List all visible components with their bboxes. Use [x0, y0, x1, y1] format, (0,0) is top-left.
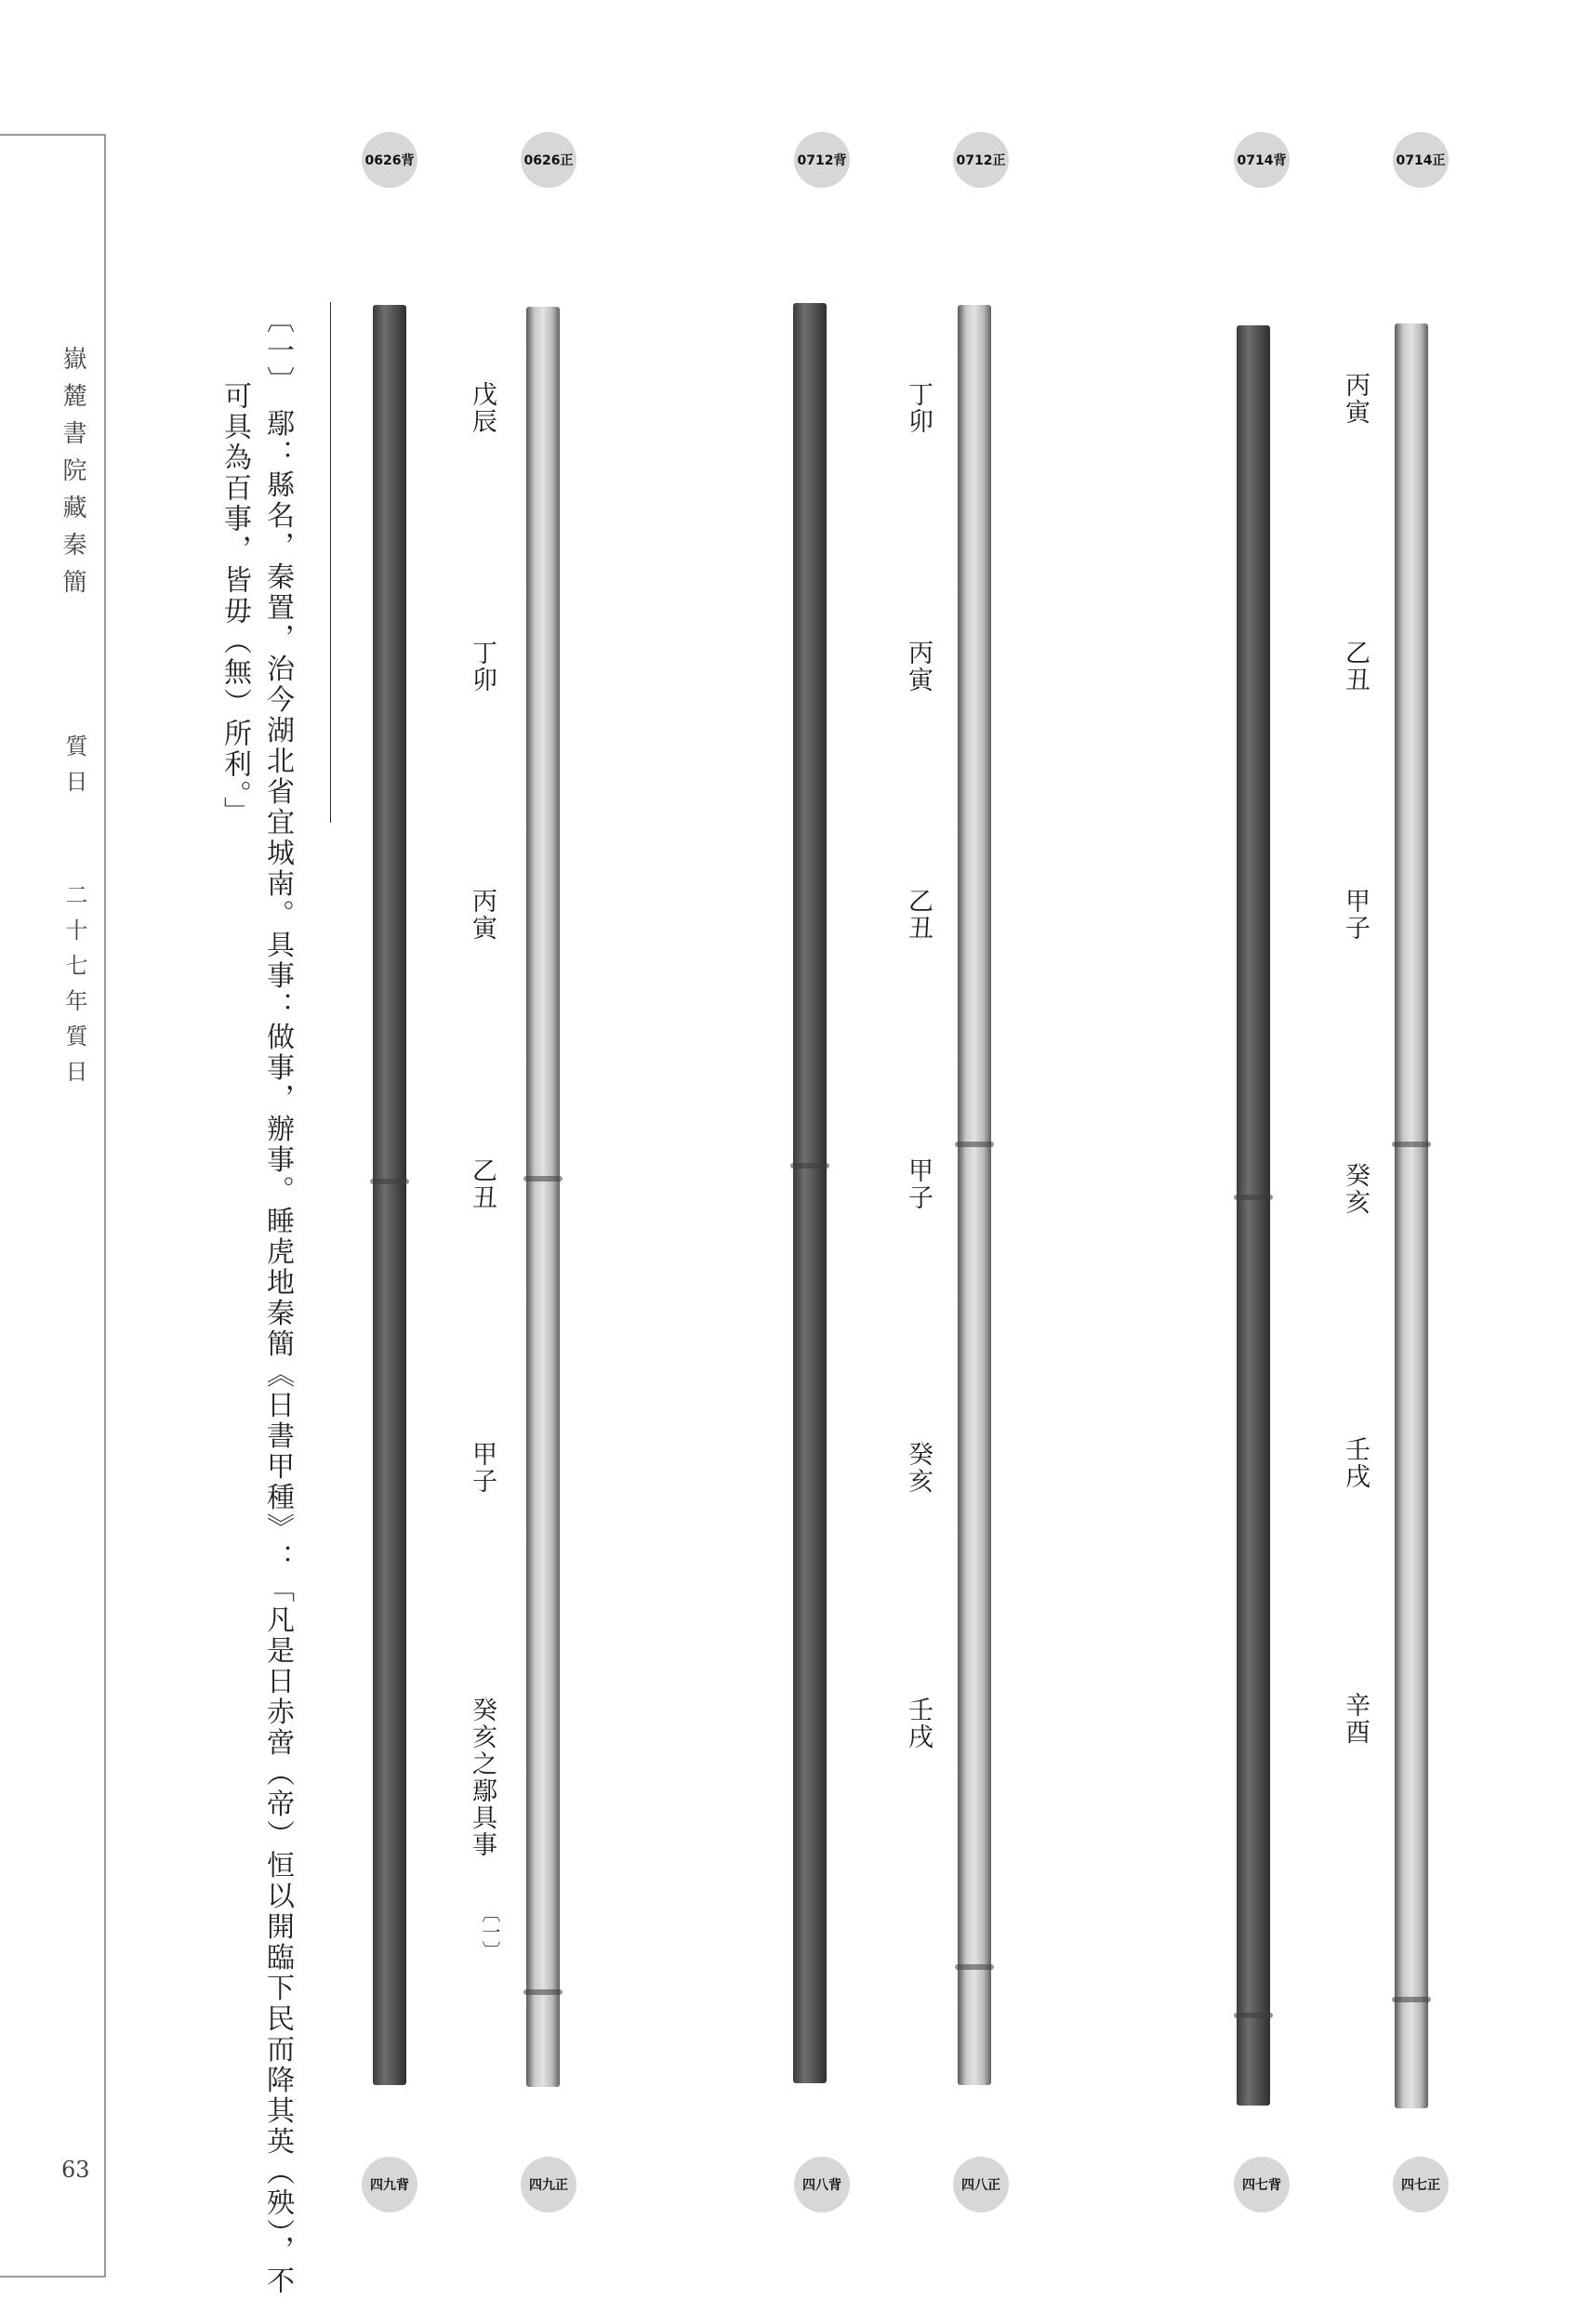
- slip-top-label: 0626背: [362, 132, 417, 188]
- transcription-0712-1: 丁卯: [904, 381, 933, 435]
- page-number: 63: [61, 2157, 90, 2183]
- transcription-0626-6: 癸亥之鄢具事: [468, 1697, 497, 1858]
- transcription-0712-5: 癸亥: [904, 1441, 933, 1495]
- slip-top-label: 0712正: [953, 132, 1009, 188]
- transcription-0712-3: 乙丑: [904, 888, 933, 942]
- subsection-title: 二十七年質日: [61, 883, 87, 1095]
- transcription-0626-2: 丁卯: [468, 640, 497, 693]
- section-title: 質日: [61, 734, 87, 805]
- bamboo-slip-front: [958, 305, 991, 2085]
- note-separator-rule: [330, 302, 331, 823]
- bamboo-node: [955, 1142, 994, 1147]
- bamboo-node: [523, 1176, 563, 1182]
- bamboo-slip-front: [526, 307, 560, 2087]
- slip-top-label: 0712背: [794, 132, 850, 188]
- bamboo-node: [1234, 1195, 1273, 1200]
- slip-bottom-label: 四九背: [362, 2157, 417, 2212]
- transcription-0626-5: 甲子: [468, 1441, 497, 1495]
- transcription-0712-6: 壬戌: [904, 1697, 933, 1750]
- note-reference-mark: 〔一〕: [479, 1904, 501, 1960]
- bamboo-slip-back: [793, 303, 827, 2083]
- slip-top-label: 0626正: [521, 132, 576, 188]
- transcription-0714-2: 乙丑: [1341, 640, 1370, 693]
- note-line-1: 〔一〕 鄢：縣名，秦置，治今湖北省宜城南。具事：做事，辦事。睡虎地秦簡《日書甲種》：「凡是日赤啻（帝）恒以開臨下民而降其英（殃），不: [261, 305, 294, 2297]
- slip-bottom-label: 四八正: [953, 2157, 1009, 2212]
- transcription-0712-4: 甲子: [904, 1157, 933, 1211]
- slip-top-label: 0714背: [1234, 132, 1290, 188]
- note-line-2: 可具為百事，皆毋（無）所利。」: [218, 381, 251, 827]
- slip-bottom-label: 四七正: [1393, 2157, 1449, 2212]
- bamboo-node: [1392, 1142, 1431, 1147]
- transcription-0714-3: 甲子: [1341, 888, 1370, 942]
- transcription-0626-4: 乙丑: [468, 1157, 497, 1211]
- transcription-0626-1: 戊辰: [468, 381, 497, 435]
- slip-bottom-label: 四七背: [1234, 2157, 1290, 2212]
- transcription-0714-4: 癸亥: [1341, 1162, 1370, 1216]
- book-title: 嶽麓書院藏秦簡: [59, 346, 86, 606]
- bamboo-node: [955, 1964, 994, 1970]
- bamboo-slip-back: [373, 305, 406, 2085]
- slip-bottom-label: 四九正: [521, 2157, 576, 2212]
- bamboo-slip-front: [1395, 324, 1428, 2108]
- transcription-0714-1: 丙寅: [1341, 372, 1370, 426]
- bamboo-slip-back: [1237, 325, 1270, 2106]
- transcription-0714-5: 壬戌: [1341, 1436, 1370, 1490]
- transcription-0714-6: 辛酉: [1341, 1692, 1370, 1746]
- slip-bottom-label: 四八背: [794, 2157, 850, 2212]
- bamboo-node: [790, 1163, 829, 1169]
- bamboo-node: [1392, 1997, 1431, 2002]
- slip-top-label: 0714正: [1393, 132, 1449, 188]
- bamboo-node: [1234, 2013, 1273, 2018]
- transcription-0626-3: 丙寅: [468, 888, 497, 942]
- transcription-0712-2: 丙寅: [904, 640, 933, 693]
- bamboo-node: [370, 1179, 409, 1184]
- bamboo-node: [523, 1989, 563, 1995]
